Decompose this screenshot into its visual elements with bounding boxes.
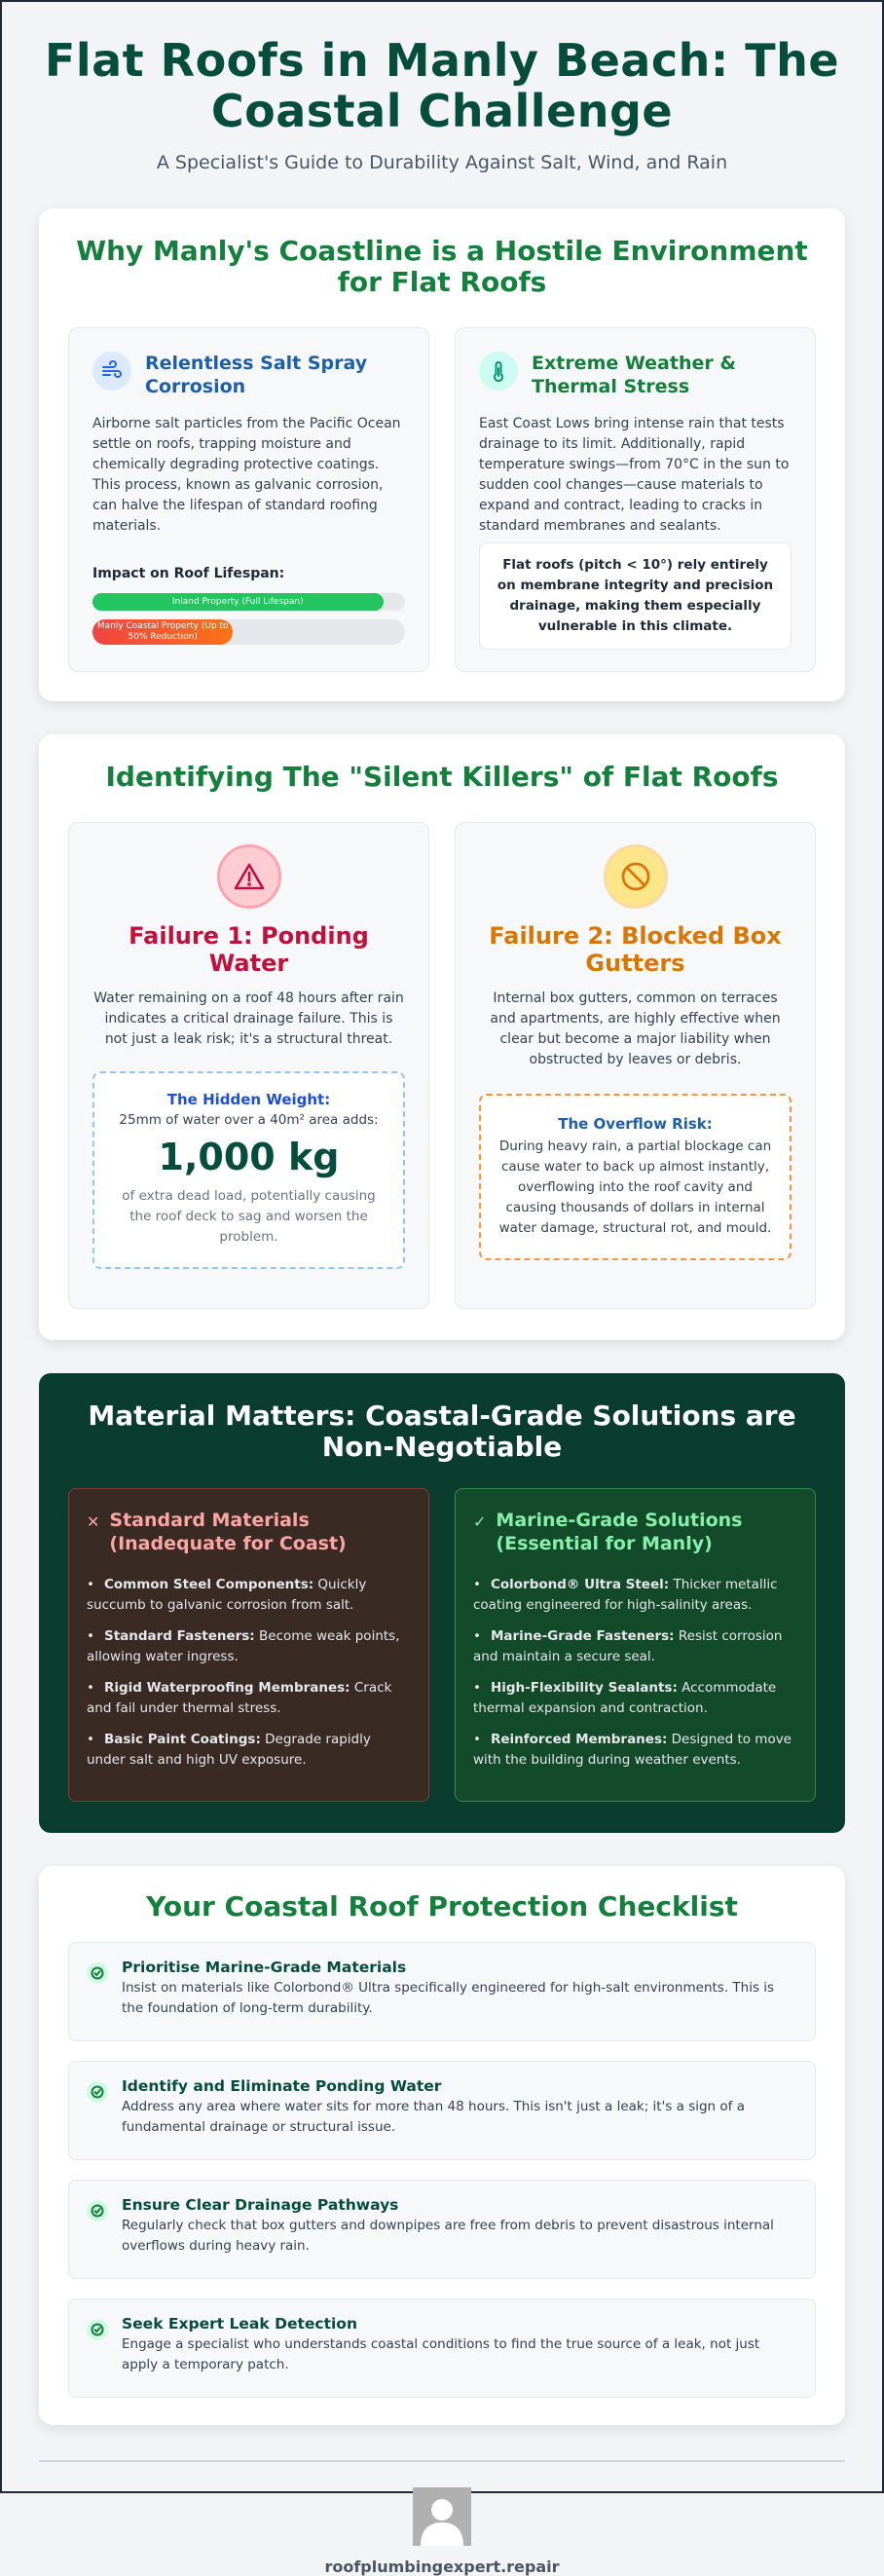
checklist-item [68, 2061, 816, 2160]
checklist-item-title: Identify and Eliminate Ponding Water [122, 2077, 442, 2095]
hidden-weight-tail: of extra dead load, potentially causing the roof deck to sag and worsen the problem. [122, 1188, 376, 1245]
weather-text: East Coast Lows bring intense rain that tests drainage to its limit. Additionally, rapid temperature swings—from 70°C in the sun to sudden cool changes—cause materials to expand and contract, leading to cracks in standard membranes and sealants. [479, 416, 790, 534]
lifespan-bar-coastal-label: Manly Coastal Property (Up to 50% Reduction) [96, 621, 229, 642]
standard-materials-panel [68, 1488, 429, 1802]
check-circle-icon [87, 1962, 108, 1984]
materials-grid [68, 1488, 816, 1802]
checklist-item [68, 1942, 816, 2041]
lifespan-bar-coastal [92, 619, 405, 645]
page-title: Flat Roofs in Manly Beach: The Coastal Challenge [44, 34, 840, 137]
lifespan-bar-inland-fill [92, 593, 384, 611]
list-item: • Marine-Grade Fasteners: Resist corrosion and maintain a secure seal. [473, 1628, 783, 1664]
gutters-title: Failure 2: Blocked Box Gutters [489, 922, 782, 977]
footer-site-link[interactable]: roofplumbingexpert.repair [324, 2557, 560, 2576]
marine-materials-list [473, 1575, 797, 1771]
warning-triangle-icon [217, 844, 281, 909]
list-item: • Basic Paint Coatings: Degrade rapidly under salt and high UV exposure. [87, 1732, 371, 1768]
checklist [68, 1942, 816, 2398]
hostile-title: Why Manly's Coastline is a Hostile Environment for Flat Roofs [76, 235, 808, 298]
thermometer-icon [479, 352, 518, 391]
list-item: • Colorbond® Ultra Steel: Thicker metallic coating engineered for high-salinity areas. [473, 1577, 778, 1613]
hidden-weight-value: 1,000 kg [158, 1136, 340, 1178]
gutters-text: Internal box gutters, common on terraces and apartments, are highly effective when clear but become a major liability when obstructed by leaves or debris. [490, 990, 781, 1067]
hidden-weight-title: The Hidden Weight: [166, 1091, 331, 1108]
list-item: • Common Steel Components: Quickly succumb to galvanic corrosion from salt. [87, 1577, 367, 1613]
salt-title: Relentless Salt Spray Corrosion [145, 353, 368, 397]
salt-header [92, 352, 405, 398]
materials-section [39, 1373, 845, 1833]
check-circle-icon [87, 2200, 108, 2221]
marine-materials-header [473, 1509, 797, 1555]
checklist-section [39, 1866, 845, 2425]
list-item: • Rigid Waterproofing Membranes: Crack and fail under thermal stress. [87, 1680, 392, 1716]
gutters-panel [455, 822, 816, 1309]
check-circle-icon [87, 2081, 108, 2103]
salt-panel [68, 327, 429, 672]
cross-icon: ✕ [87, 1512, 100, 1531]
check-icon: ✓ [473, 1512, 487, 1531]
list-item: • Reinforced Membranes: Designed to move with the building during weather events. [473, 1732, 792, 1768]
weather-header [479, 352, 792, 398]
standard-materials-header [87, 1509, 411, 1555]
impact-label: Impact on Roof Lifespan: [92, 566, 285, 581]
checklist-item-text: Engage a specialist who understands coastal conditions to find the true source of a leak, not just apply a temporary patch. [122, 2336, 760, 2372]
flat-roof-callout: Flat roofs (pitch < 10°) rely entirely on membrane integrity and precision drainage, making them especially vulnerable in this climate. [479, 542, 792, 650]
marine-materials-title: Marine-Grade Solutions (Essential for Manly) [496, 1510, 743, 1554]
lifespan-bar-inland [92, 593, 405, 611]
ponding-text: Water remaining on a roof 48 hours after rain indicates a critical drainage failure. This is not just a leak risk; it's a structural threat. [93, 990, 404, 1047]
page-subtitle: A Specialist's Guide to Durability Against Salt, Wind, and Rain [156, 152, 728, 173]
weather-title: Extreme Weather & Thermal Stress [532, 353, 736, 397]
materials-title: Material Matters: Coastal-Grade Solutions are Non-Negotiable [88, 1400, 796, 1463]
marine-materials-panel [455, 1488, 816, 1802]
footer-divider [39, 2460, 845, 2462]
check-circle-icon [87, 2319, 108, 2340]
hostile-section [39, 208, 845, 701]
killers-grid [68, 822, 816, 1309]
avatar-icon [413, 2487, 471, 2546]
overflow-risk-text: During heavy rain, a partial blockage can cause water to back up almost instantly, overflowing into the roof cavity and causing thousands of dollars in internal water damage, structural rot, and mould. [498, 1139, 772, 1236]
hidden-weight-box [92, 1071, 405, 1269]
checklist-item [68, 2180, 816, 2279]
salt-text: Airborne salt particles from the Pacific Ocean settle on roofs, trapping moisture and chemically degrading protective coatings. This process, known as galvanic corrosion, can halve the lifespan of standard roofing materials. [92, 416, 401, 534]
checklist-item-title: Ensure Clear Drainage Pathways [122, 2196, 399, 2214]
checklist-item-title: Seek Expert Leak Detection [122, 2315, 357, 2333]
ponding-panel [68, 822, 429, 1309]
ponding-title: Failure 1: Ponding Water [129, 922, 369, 977]
lifespan-bar-inland-label: Inland Property (Full Lifespan) [171, 596, 304, 607]
standard-materials-title: Standard Materials (Inadequate for Coast) [109, 1510, 347, 1554]
hidden-weight-lead: 25mm of water over a 40m² area adds: [119, 1112, 379, 1128]
overflow-risk-box [479, 1094, 792, 1260]
list-item: • High-Flexibility Sealants: Accommodate thermal expansion and contraction. [473, 1680, 777, 1716]
checklist-item [68, 2298, 816, 2398]
page [2, 2, 882, 2576]
lifespan-bar-coastal-fill [92, 619, 233, 645]
killers-title: Identifying The "Silent Killers" of Flat Roofs [105, 761, 779, 793]
list-item: • Standard Fasteners: Become weak points, allowing water ingress. [87, 1628, 400, 1664]
checklist-item-text: Regularly check that box gutters and downpipes are free from debris to prevent disastrous internal overflows during heavy rain. [122, 2218, 774, 2254]
weather-panel [455, 327, 816, 672]
hostile-grid [68, 327, 816, 672]
standard-materials-list [87, 1575, 411, 1771]
wind-icon [92, 352, 131, 391]
killers-section [39, 734, 845, 1340]
overflow-risk-title: The Overflow Risk: [558, 1115, 713, 1133]
checklist-item-text: Address any area where water sits for more than 48 hours. This isn't just a leak; it's a sign of a fundamental drainage or structural issue. [122, 2099, 745, 2135]
checklist-item-title: Prioritise Marine-Grade Materials [122, 1959, 407, 1976]
checklist-title: Your Coastal Roof Protection Checklist [146, 1890, 738, 1923]
checklist-item-text: Insist on materials like Colorbond® Ultra specifically engineered for high-salt environments. This is the foundation of long-term durability. [122, 1980, 775, 2016]
blocked-icon [604, 844, 668, 909]
